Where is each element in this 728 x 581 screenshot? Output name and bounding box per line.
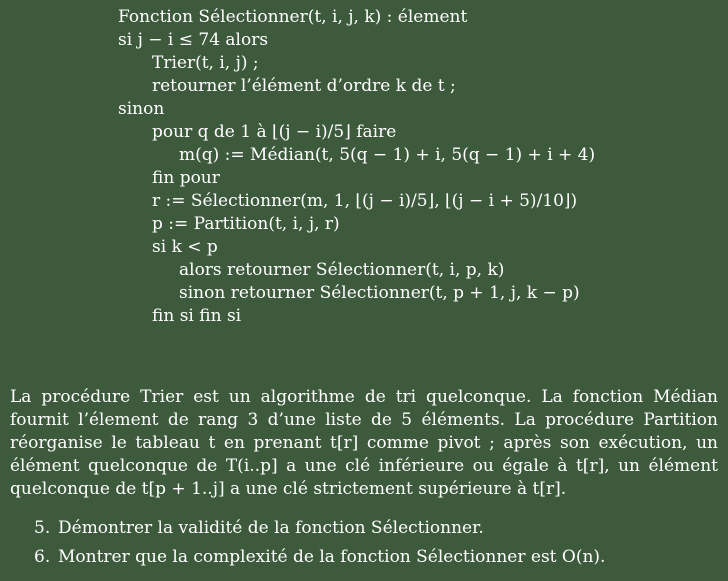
algo-line: pour q de 1 à ⌊(j − i)/5⌋ faire (152, 122, 397, 142)
question-item (34, 543, 605, 572)
questions-list (34, 514, 605, 572)
algo-line: r := Sélectionner(m, 1, ⌊(j − i)/5⌋, ⌊(j − i + 5)/10⌋) (152, 191, 578, 211)
algo-line: fin si fin si (152, 306, 242, 326)
algo-line: alors retourner Sélectionner(t, i, p, k) (179, 260, 505, 280)
algo-line: Trier(t, i, j) ; (152, 53, 259, 73)
algo-line: fin pour (152, 168, 220, 188)
description-paragraph: La procédure Trier est un algorithme de tri quelconque. La fonction Médian fournit l’élement de rang 3 d’une liste de 5 éléments. La procédure Partition réorganise le tableau t en prenant t[r] comme pivot ; après son exécution, un élément quelconque de T(i..p] a une clé inférieure ou égale à t[r], un élément quelconque de t[p + 1..j] a une clé strictement supérieure à t[r]. (10, 387, 718, 499)
algo-line: si k < p (152, 237, 218, 257)
algo-line: si j − i ≤ 74 alors (118, 30, 269, 50)
question-number: 6. (34, 547, 51, 567)
question-item (34, 514, 605, 543)
algo-line: sinon (118, 99, 165, 119)
algo-line: sinon retourner Sélectionner(t, p + 1, j, k − p) (179, 283, 580, 303)
algo-line: retourner l’élément d’ordre k de t ; (152, 76, 456, 96)
question-text: Démontrer la validité de la fonction Sélectionner. (58, 518, 484, 538)
question-text: Montrer que la complexité de la fonction Sélectionner est O(n). (58, 547, 606, 567)
algo-line: m(q) := Médian(t, 5(q − 1) + i, 5(q − 1) + i + 4) (179, 145, 596, 165)
algorithm-block (118, 6, 595, 328)
algo-line: p := Partition(t, i, j, r) (152, 214, 340, 234)
question-number: 5. (34, 518, 51, 538)
algo-line: Fonction Sélectionner(t, i, j, k) : élement (118, 7, 468, 27)
